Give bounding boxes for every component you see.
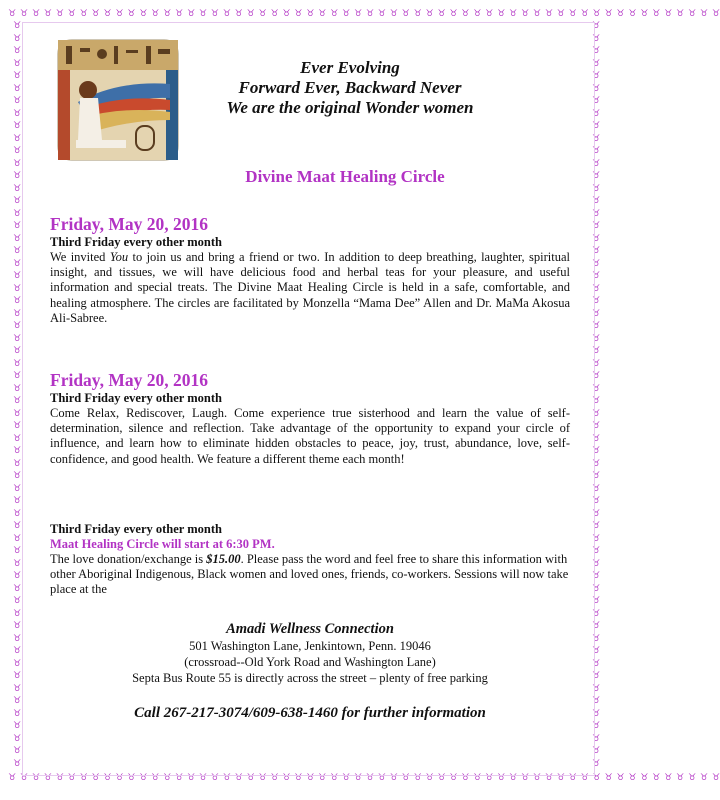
border-right: ♉ ♉ ♉ ♉ ♉ ♉ ♉ ♉ ♉ ♉ ♉ ♉ ♉ ♉ ♉ ♉ ♉ ♉ ♉ ♉ ♉ ♉ ♉ ♉ ♉ ♉ ♉ ♉ ♉ ♉ ♉ ♉ ♉ ♉ ♉ ♉ ♉ ♉ ♉ ♉ ♉ ♉ ♉ ♉ ♉ ♉ ♉ ♉ ♉ ♉ ♉ ♉ ♉ ♉ ♉ ♉ ♉ ♉ ♉ ♉ xyxy=(591,21,601,769)
venue-bus: Septa Bus Route 55 is directly across the street – plenty of free parking xyxy=(132,671,488,685)
venue-name: Amadi Wellness Connection xyxy=(226,621,394,637)
section-date: Friday, May 20, 2016 xyxy=(50,214,208,234)
venue-crossroad: (crossroad--Old York Road and Washington Lane) xyxy=(184,655,436,669)
border-bottom: ♉ ♉ ♉ ♉ ♉ ♉ ♉ ♉ ♉ ♉ ♉ ♉ ♉ ♉ ♉ ♉ ♉ ♉ ♉ ♉ ♉ ♉ ♉ ♉ ♉ ♉ ♉ ♉ ♉ ♉ ♉ ♉ ♉ ♉ ♉ ♉ ♉ ♉ ♉ ♉ ♉ ♉ ♉ ♉ ♉ ♉ ♉ ♉ ♉ ♉ ♉ ♉ ♉ ♉ ♉ ♉ ♉ ♉ ♉ ♉ xyxy=(8,773,720,783)
circle-title: Divine Maat Healing Circle xyxy=(245,167,445,186)
section-date: Friday, May 20, 2016 xyxy=(50,370,208,390)
start-time: Maat Healing Circle will start at 6:30 PM. xyxy=(50,537,275,551)
venue-block xyxy=(50,620,570,686)
venue-address: 501 Washington Lane, Jenkintown, Penn. 19046 xyxy=(189,639,431,653)
border-left: ♉ ♉ ♉ ♉ ♉ ♉ ♉ ♉ ♉ ♉ ♉ ♉ ♉ ♉ ♉ ♉ ♉ ♉ ♉ ♉ ♉ ♉ ♉ ♉ ♉ ♉ ♉ ♉ ♉ ♉ ♉ ♉ ♉ ♉ ♉ ♉ ♉ ♉ ♉ ♉ ♉ ♉ ♉ ♉ ♉ ♉ ♉ ♉ ♉ ♉ ♉ ♉ ♉ ♉ ♉ ♉ ♉ ♉ ♉ ♉ xyxy=(12,21,22,769)
section-subtitle: Third Friday every other month xyxy=(50,235,222,249)
para-emphasis: You xyxy=(109,250,129,264)
para-text: We invited xyxy=(50,250,110,264)
section-relax xyxy=(50,369,570,467)
call-line: Call 267-217-3074/609-638-1460 for further information xyxy=(134,705,486,721)
section-paragraph xyxy=(50,552,570,598)
section-details xyxy=(50,522,570,598)
isis-goddess-image xyxy=(58,40,178,160)
section-paragraph xyxy=(50,250,570,326)
section-subtitle: Third Friday every other month xyxy=(50,522,222,536)
price: $15.00 xyxy=(206,552,241,566)
motto-line-3: We are the original Wonder women xyxy=(226,98,474,117)
section-intro xyxy=(50,213,570,326)
para-text: . Please pass the word and feel free to share this information with other Aboriginal Indigenous, Black women and loved ones, friends, co-workers. Sessions will now take place at the xyxy=(50,552,569,597)
section-subtitle: Third Friday every other month xyxy=(50,391,222,405)
section-paragraph: Come Relax, Rediscover, Laugh. Come experience true sisterhood and learn the value of self-determination, silence and reflection. Take advantage of the opportunity to expand your circle of influence, and learn how to eliminate hidden obstacles to peace, joy, trust, abundance, love, self-confidence, and good health. We feature a different theme each month! xyxy=(50,406,570,466)
border-top: ♉ ♉ ♉ ♉ ♉ ♉ ♉ ♉ ♉ ♉ ♉ ♉ ♉ ♉ ♉ ♉ ♉ ♉ ♉ ♉ ♉ ♉ ♉ ♉ ♉ ♉ ♉ ♉ ♉ ♉ ♉ ♉ ♉ ♉ ♉ ♉ ♉ ♉ ♉ ♉ ♉ ♉ ♉ ♉ ♉ ♉ ♉ ♉ ♉ ♉ ♉ ♉ ♉ ♉ ♉ ♉ ♉ ♉ ♉ ♉ xyxy=(8,9,720,19)
header-motto xyxy=(200,58,500,118)
para-text: The love donation/exchange is xyxy=(50,552,207,566)
motto-line-2: Forward Ever, Backward Never xyxy=(238,78,462,97)
para-text: to join us and bring a friend or two. In addition to deep breathing, laughter, spiritual insight, and tissues, we will have delicious food and herbal teas for your pleasure, and useful information and special treats. The Divine Maat Healing Circle is held in a safe, comfortable, and healing atmosphere. The circles are facilitated by Monzella “Mama Dee” Allen and Dr. MaMa Akosua Ali-Sabree. xyxy=(50,250,571,325)
motto-line-1: Ever Evolving xyxy=(300,58,400,77)
